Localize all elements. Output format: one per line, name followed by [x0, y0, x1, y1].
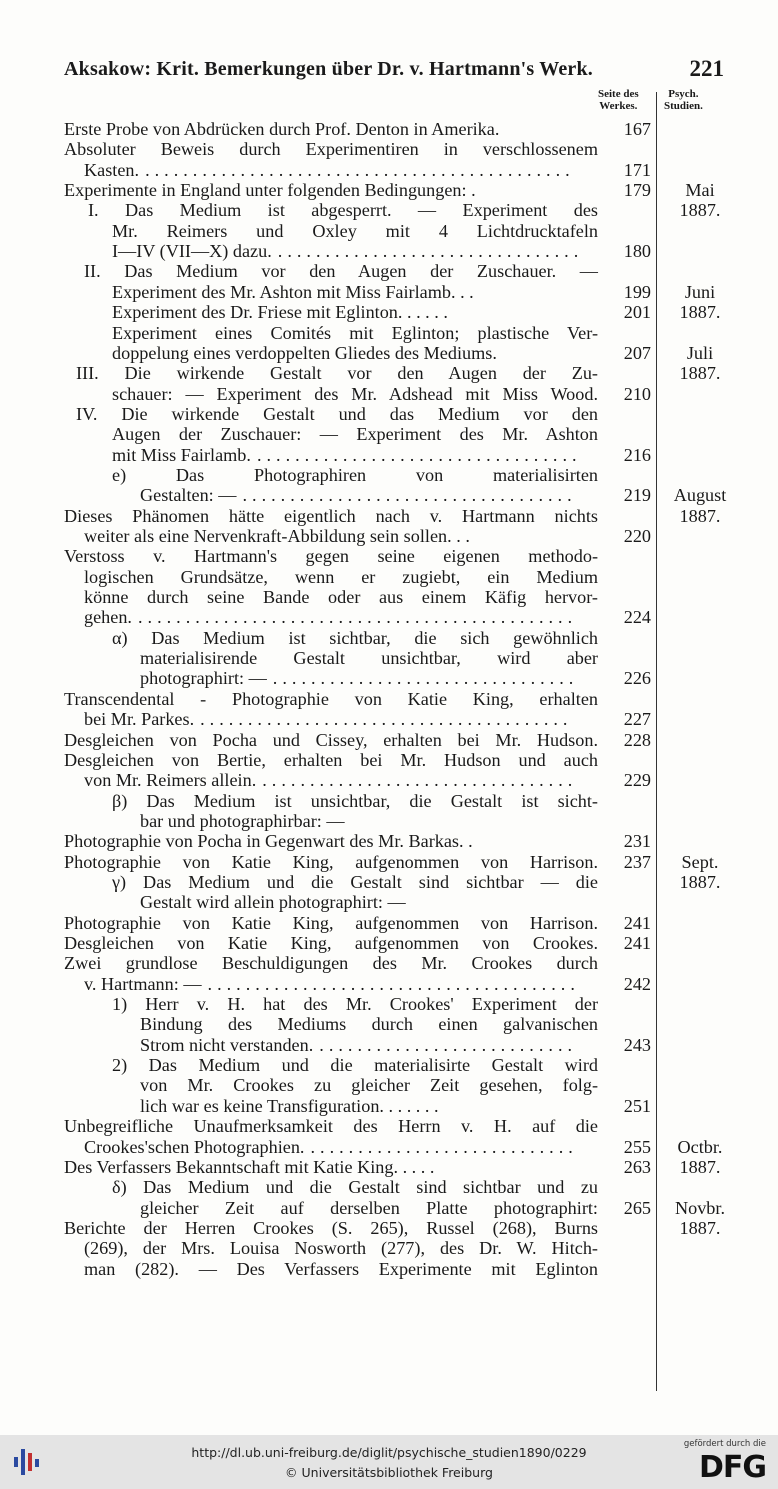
toc-entry-issue: August — [673, 485, 727, 506]
toc-entry — [0, 730, 778, 750]
toc-entry — [0, 546, 778, 566]
toc-entry-text: Photographie von Katie King, aufgenommen von Harrison. — [64, 912, 598, 933]
toc-entry-page: 210 — [623, 383, 651, 404]
toc-entry-page: 251 — [623, 1095, 651, 1116]
dot-leader: ....................................... — [200, 709, 573, 730]
toc-entry — [0, 282, 778, 302]
toc-entry — [0, 1096, 778, 1116]
toc-entry-text: δ) Das Medium und die Gestalt sind sichtbar und zu — [112, 1177, 598, 1198]
toc-entry-text: Photographie von Pocha in Gegenwart des Mr. Barkas. . — [64, 831, 473, 852]
toc-entry — [0, 241, 778, 261]
toc-entry-page: 199 — [623, 281, 651, 302]
toc-entry-issue: Octbr. — [677, 1136, 723, 1157]
toc-entry-text: Experiment des Dr. Friese mit Eglinton. . . . . . — [112, 302, 448, 323]
toc-entry-page: 224 — [623, 607, 651, 628]
toc-entry-text: Experiment des Mr. Ashton mit Miss Fairlamb. . . — [112, 281, 474, 302]
toc-entry-text: I. Das Medium ist abgesperrt. — Experiment des — [88, 200, 598, 221]
toc-entry — [0, 363, 778, 383]
toc-entry-page: 228 — [623, 729, 651, 750]
toc-entry-text: Kasten. — [84, 159, 140, 180]
dot-leader: ....................................... — [207, 973, 580, 994]
toc-entry-text: photographirt: — — [140, 668, 267, 689]
toc-entry-text: Mr. Reimers und Oxley mit 4 Lichtdrucktafeln — [112, 220, 598, 241]
toc-entry — [0, 485, 778, 505]
toc-entry-text: bar und photographirbar: — — [140, 810, 345, 831]
toc-entry-page: 237 — [623, 851, 651, 872]
toc-entry-issue: Mai — [685, 180, 715, 201]
toc-entry — [0, 953, 778, 973]
toc-entry — [0, 221, 778, 241]
toc-entry — [0, 872, 778, 892]
toc-entry-text: IV. Die wirkende Gestalt und das Medium vor den — [76, 403, 598, 424]
column-head-seite: Seite des Werkes. — [598, 88, 639, 112]
dot-leader: ................................... — [242, 485, 577, 506]
toc-entry-text: Gestalt wird allein photographirt: — — [140, 892, 406, 913]
dot-leader: ................................ — [277, 241, 584, 262]
copyright-notice: © Universitätsbibliothek Freiburg — [285, 1465, 493, 1480]
toc-entry-text: β) Das Medium ist unsichtbar, die Gestalt ist sicht- — [112, 790, 598, 811]
toc-entry-page: 167 — [623, 119, 651, 139]
toc-entry — [0, 1259, 778, 1279]
toc-entry — [0, 1218, 778, 1238]
toc-entry-text: Augen der Zuschauer: — Experiment des Mr. Ashton — [112, 424, 598, 445]
toc-entry-page: 207 — [623, 342, 651, 363]
toc-entry — [0, 1157, 778, 1177]
toc-entry — [0, 994, 778, 1014]
toc-entry-text: materialisirende Gestalt unsichtbar, wird aber — [140, 648, 598, 669]
toc-entry — [0, 1075, 778, 1095]
toc-entry-page: 242 — [623, 973, 651, 994]
toc-entry — [0, 445, 778, 465]
toc-entry-text: II. Das Medium vor den Augen der Zuschauer. — — [84, 261, 598, 282]
source-url[interactable]: http://dl.ub.uni-freiburg.de/diglit/psychische_studien1890/0229 — [191, 1445, 587, 1460]
toc-entry-text: Experiment eines Comités mit Eglinton; plastische Ver- — [112, 322, 598, 343]
toc-entry-text: Verstoss v. Hartmann's gegen seine eigenen methodo- — [64, 546, 598, 567]
toc-entry-text: α) Das Medium ist sichtbar, die sich gewöhnlich — [112, 627, 598, 648]
toc-entry — [0, 526, 778, 546]
page-number: 221 — [689, 56, 724, 81]
toc-entry-text: Desgleichen von Bertie, erhalten bei Mr. Hudson und auch — [64, 749, 598, 770]
dot-leader: ............................................. — [145, 159, 575, 180]
viewer-footer — [0, 1435, 778, 1489]
toc-entry-text: Unbegreifliche Unaufmerksamkeit des Herrn v. H. auf die — [64, 1116, 598, 1137]
toc-entry — [0, 1116, 778, 1136]
running-header — [64, 58, 724, 88]
toc-entry-text: lich war es keine Transfiguration. . . . . . . — [140, 1095, 439, 1116]
toc-entry-page: 255 — [623, 1136, 651, 1157]
toc-entry — [0, 404, 778, 424]
toc-entry-text: Desgleichen von Katie King, aufgenommen von Crookes. — [64, 933, 598, 953]
toc-entry-issue: 1887. — [679, 505, 721, 526]
toc-entry — [0, 1014, 778, 1034]
toc-entry-text: von Mr. Crookes zu gleicher Zeit gesehen, folg- — [140, 1075, 598, 1096]
toc-entry — [0, 709, 778, 729]
toc-entry-text: Berichte der Herren Crookes (S. 265), Russel (268), Burns — [64, 1217, 598, 1238]
toc-entry-text: 1) Herr v. H. hat des Mr. Crookes' Experiment der — [112, 994, 598, 1015]
toc-entry-text: Transcendental - Photographie von Katie King, erhalten — [64, 688, 598, 709]
dot-leader: ............................ — [310, 1136, 578, 1157]
toc-entry-text: Desgleichen von Pocha und Cissey, erhalten bei Mr. Hudson. — [64, 729, 598, 750]
running-title: Aksakow: Krit. Bemerkungen über Dr. v. Hartmann's Werk. — [64, 58, 593, 80]
toc-entry-page: 265 — [623, 1197, 651, 1218]
toc-entry-issue: 1887. — [679, 200, 721, 221]
toc-entry-page: 241 — [623, 933, 651, 953]
toc-entry — [0, 302, 778, 322]
toc-entry — [0, 567, 778, 587]
toc-entry-text: mit Miss Fairlamb. — [112, 444, 251, 465]
toc-entry-text: bei Mr. Parkes. — [84, 709, 195, 730]
toc-entry-issue: 1887. — [679, 363, 721, 384]
toc-entry-text: man (282). — Des Verfassers Experimente mit Eglinton — [84, 1258, 598, 1279]
column-head-psych: Psych. Studien. — [664, 88, 703, 112]
toc-entry — [0, 648, 778, 668]
toc-entry — [0, 607, 778, 627]
toc-entry — [0, 750, 778, 770]
toc-entry — [0, 668, 778, 688]
toc-entry — [0, 689, 778, 709]
toc-entry — [0, 791, 778, 811]
dot-leader: ................................. — [262, 770, 578, 791]
toc-entry — [0, 933, 778, 953]
toc-entry-page: 243 — [623, 1034, 651, 1055]
toc-entry-text: Absoluter Beweis durch Experimentiren in verschlossenem — [64, 139, 598, 160]
toc-entry-text: v. Hartmann: — — [84, 973, 202, 994]
dot-leader: .............................................. — [137, 607, 578, 628]
toc-entry — [0, 852, 778, 872]
toc-entry — [0, 1177, 778, 1197]
dfg-caption: gefördert durch die — [683, 1439, 766, 1449]
toc-entry — [0, 261, 778, 281]
toc-entry-text: III. Die wirkende Gestalt vor den Augen der Zu- — [76, 363, 598, 384]
toc-entry-text: Gestalten: — — [140, 485, 237, 506]
toc-entry-page: 227 — [623, 709, 651, 730]
toc-entry-text: weiter als eine Nervenkraft-Abbildung sein sollen. . . — [84, 526, 470, 546]
dot-leader: .................................. — [256, 444, 582, 465]
toc-entry — [0, 384, 778, 404]
toc-entry-page: 231 — [623, 831, 651, 852]
toc-entry — [0, 139, 778, 159]
toc-entry-issue: 1887. — [679, 1156, 721, 1177]
toc-entry-page: 241 — [623, 912, 651, 933]
toc-entry-text: Bindung des Mediums durch einen galvanischen — [140, 1014, 598, 1035]
toc-entry-page: 226 — [623, 668, 651, 689]
toc-entry-text: schauer: — Experiment des Mr. Adshead mit Miss Wood. — [112, 383, 598, 404]
toc-entry-text: γ) Das Medium und die Gestalt sind sichtbar — die — [112, 871, 598, 892]
toc-entry — [0, 200, 778, 220]
toc-entry-text: I—IV (VII—X) dazu. — [112, 241, 272, 262]
toc-entry-text: Experimente in England unter folgenden Bedingungen: . — [64, 180, 476, 201]
toc-entry-issue: Juni — [684, 281, 716, 302]
toc-entry-text: von Mr. Reimers allein. — [84, 770, 257, 791]
toc-entry — [0, 628, 778, 648]
toc-entry-page: 171 — [623, 159, 651, 180]
toc-entry-page: 180 — [623, 241, 651, 262]
toc-entry-text: Strom nicht verstanden. — [140, 1034, 314, 1055]
dot-leader: ................................ — [272, 668, 579, 689]
toc-entry-issue: 1887. — [679, 302, 721, 323]
toc-entry — [0, 1035, 778, 1055]
dfg-logo: DFG — [698, 1450, 766, 1485]
toc-entry-page: 201 — [623, 302, 651, 323]
toc-entry — [0, 119, 778, 139]
toc-entry-text: (269), der Mrs. Louisa Nosworth (277), des Dr. W. Hitch- — [84, 1238, 598, 1259]
toc-entry-text: Erste Probe von Abdrücken durch Prof. Denton in Amerika. — [64, 119, 500, 139]
toc-entry-page: 216 — [623, 444, 651, 465]
toc-entry-issue: Juli — [686, 342, 714, 363]
toc-entry — [0, 1055, 778, 1075]
toc-entry — [0, 831, 778, 851]
toc-entry-text: gehen. — [84, 607, 132, 628]
toc-entry-issue: 1887. — [679, 871, 721, 892]
toc-entry-text: Des Verfassers Bekanntschaft mit Katie King. . . . . — [64, 1156, 435, 1177]
toc-entry — [0, 1137, 778, 1157]
toc-entry-page: 219 — [623, 485, 651, 506]
toc-entry — [0, 323, 778, 343]
toc-entry-page: 263 — [623, 1156, 651, 1177]
toc-entry-text: logischen Grundsätze, wenn er zugiebt, ein Medium — [84, 566, 598, 587]
toc-entry-page: 220 — [623, 526, 651, 546]
toc-entry-text: Zwei grundlose Beschuldigungen des Mr. Crookes durch — [64, 953, 598, 974]
toc-entry-text: könne durch seine Bande oder aus einem Käfig hervor- — [84, 587, 598, 608]
toc-entry — [0, 506, 778, 526]
toc-entry — [0, 770, 778, 790]
toc-entry — [0, 913, 778, 933]
toc-entry-issue: 1887. — [679, 1217, 721, 1238]
toc-entry — [0, 892, 778, 912]
toc-entry-text: Photographie von Katie King, aufgenommen von Harrison. — [64, 851, 598, 872]
toc-entry — [0, 160, 778, 180]
toc-entry-issue: Sept. — [681, 851, 719, 872]
toc-entry — [0, 424, 778, 444]
toc-entry — [0, 343, 778, 363]
toc-entry — [0, 811, 778, 831]
toc-entry — [0, 180, 778, 200]
toc-entry-text: 2) Das Medium und die materialisirte Gestalt wird — [112, 1055, 598, 1076]
toc-entry — [0, 465, 778, 485]
toc-entry-issue: Novbr. — [674, 1197, 725, 1218]
toc-entry-text: Crookes'schen Photographien. — [84, 1136, 305, 1157]
toc-entry-page: 229 — [623, 770, 651, 791]
toc-entry — [0, 587, 778, 607]
toc-entry — [0, 1238, 778, 1258]
toc-entry — [0, 974, 778, 994]
toc-entry-text: doppelung eines verdoppelten Gliedes des Mediums. — [112, 342, 497, 363]
toc-entry-text: Dieses Phänomen hätte eigentlich nach v. Hartmann nichts — [64, 505, 598, 526]
toc-entry-text: e) Das Photographiren von materialisirten — [112, 464, 598, 485]
toc-entry — [0, 1198, 778, 1218]
dot-leader: ........................... — [319, 1034, 578, 1055]
toc-entry-page: 179 — [623, 180, 651, 201]
toc-entry-text: gleicher Zeit auf derselben Platte photographirt: — [140, 1197, 598, 1218]
